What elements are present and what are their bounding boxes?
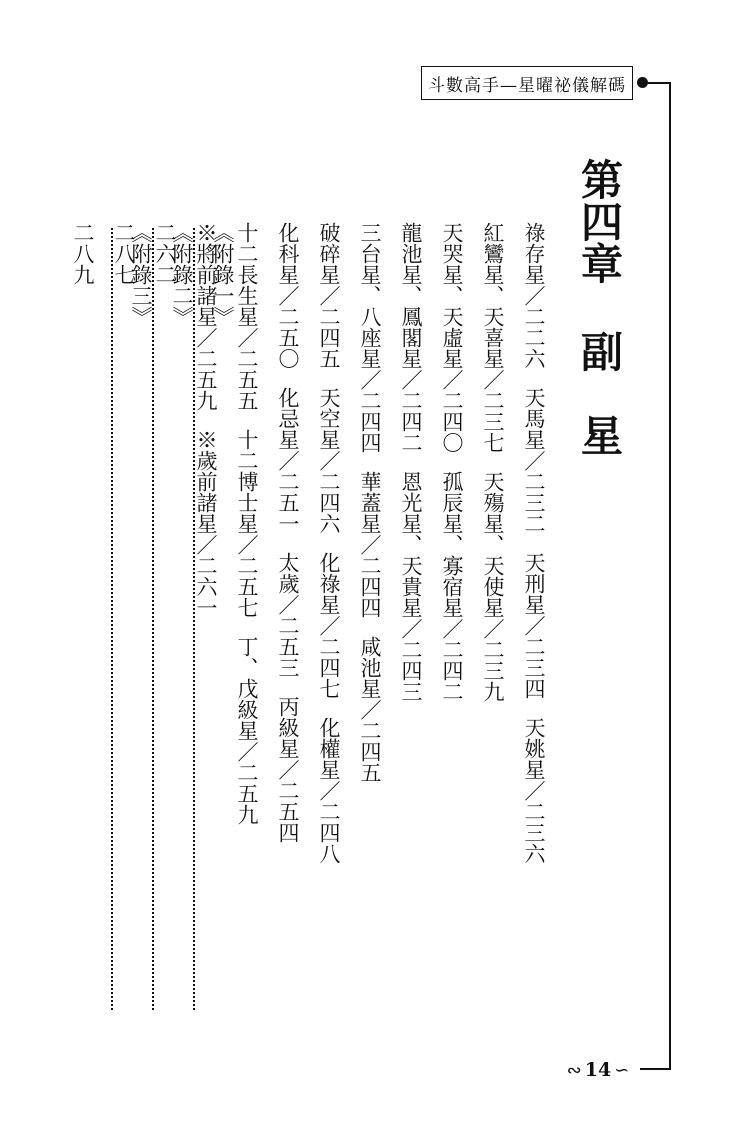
toc-entry: 十二長生星／二五五 — [235, 222, 259, 411]
toc-entry: 太歲／二五三 — [276, 552, 300, 678]
toc-entry: 恩光星、天貴星／二四三 — [399, 471, 423, 702]
ornament-right-icon: ∽ — [614, 1059, 630, 1081]
toc-entry: 天哭星、天虛星／二四〇 — [440, 222, 464, 453]
toc-entry: ※歲前諸星／二六一 — [194, 429, 218, 618]
frame-rule-bottom — [640, 1068, 671, 1070]
toc-entry: 化科星／二五〇 — [276, 222, 300, 369]
toc-line-6 — [314, 222, 344, 864]
header-bullet-dot — [637, 77, 648, 88]
ornament-left-icon: ∾ — [566, 1059, 582, 1081]
toc-entry: 孤辰星、寡宿星／二四二 — [440, 471, 464, 702]
toc-entry: 天姚星／二三六 — [522, 717, 546, 864]
chapter-number: 第四章 — [575, 158, 624, 284]
page-number-value: 14 — [584, 1059, 612, 1081]
appendix-page: 二六二 — [153, 222, 177, 285]
running-header-title: 斗數高手—星曜祕儀解碼 — [428, 75, 626, 96]
appendix-label: 《附錄三》 — [129, 222, 153, 327]
toc-entry: 三台星、八座星／二四四 — [358, 222, 382, 453]
toc-entry: 咸池星／二四五 — [358, 636, 382, 783]
appendix-page: 二八九 — [71, 222, 95, 285]
toc-entry: 天殤星、天使星／二三九 — [481, 471, 505, 702]
toc-entry: 天刑星／二三四 — [522, 552, 546, 699]
toc-entry: 化忌星／二五一 — [276, 387, 300, 534]
toc-line-7 — [273, 222, 303, 843]
toc-entry: 丁、戊級星／二五九 — [235, 636, 259, 825]
toc-entry: 丙級星／二五四 — [276, 696, 300, 843]
toc-entry: 天馬星／二三二 — [522, 387, 546, 534]
toc-line-4 — [396, 222, 426, 702]
toc-entry: 天空星／二四六 — [317, 387, 341, 534]
toc-entry: 華蓋星／二四四 — [358, 471, 382, 618]
toc-entry: 十二博士星／二五七 — [235, 429, 259, 618]
appendix-label: 《附錄一》 — [211, 222, 235, 327]
toc-entry: 紅鸞星、天喜星／二三七 — [481, 222, 505, 453]
toc-entry: 祿存星／二二六 — [522, 222, 546, 369]
toc-appendix-3 — [68, 222, 156, 1016]
toc-entry: 破碎星／二四五 — [317, 222, 341, 369]
chapter-heading — [574, 158, 624, 456]
toc-entry: 化祿星／二四七 — [317, 552, 341, 699]
frame-rule-right — [669, 82, 671, 1070]
appendix-label: 《附錄二》 — [170, 222, 194, 327]
running-header — [421, 66, 633, 100]
toc-line-3 — [437, 222, 467, 702]
toc-entry: ※將前諸星／二五九 — [194, 222, 218, 411]
toc-line-1 — [519, 222, 549, 864]
dot-leader — [111, 228, 113, 1010]
frame-rule-top — [648, 82, 670, 84]
toc-entry: 龍池星、鳳閣星／二四二 — [399, 222, 423, 453]
chapter-title: 副 星 — [575, 330, 624, 456]
toc-line-2 — [478, 222, 508, 702]
toc-entry: 化權星／二四八 — [317, 717, 341, 864]
page-number — [556, 1057, 640, 1083]
appendix-page: 二八七 — [112, 222, 136, 285]
toc-line-5 — [355, 222, 385, 783]
